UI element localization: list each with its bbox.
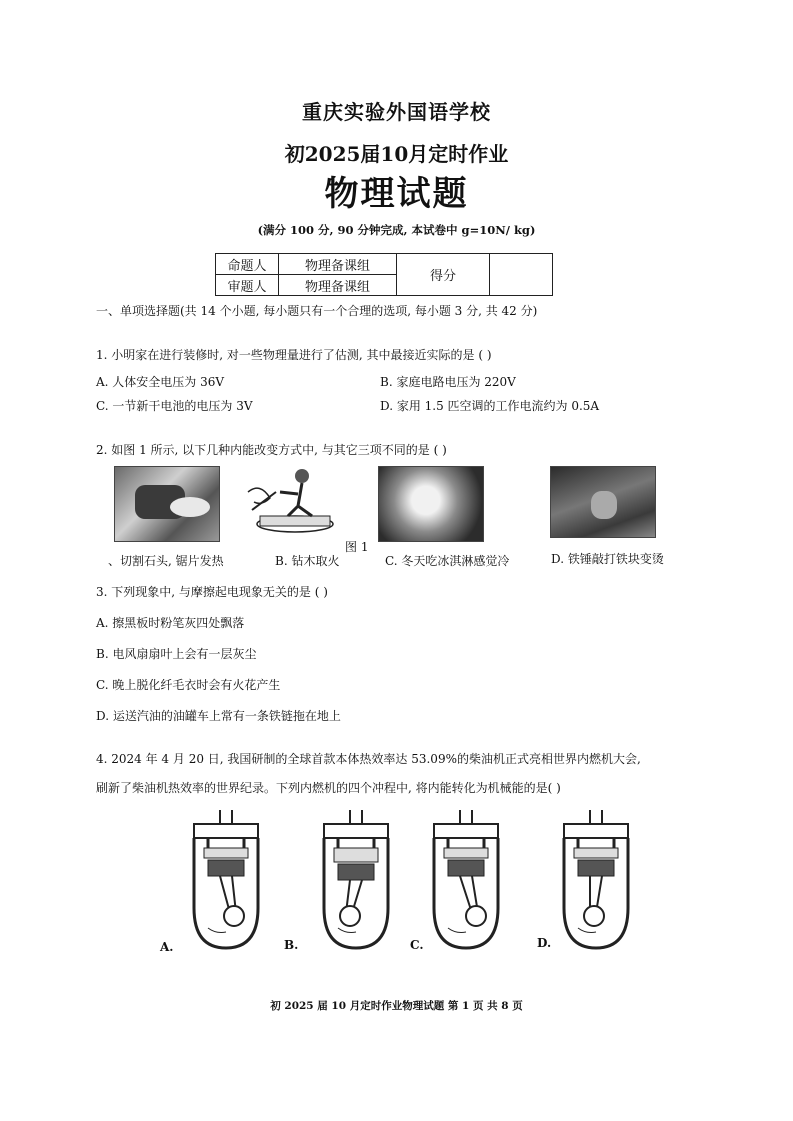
q1-option-b: B. 家庭电路电压为 220V: [380, 375, 516, 389]
subject-title: 物理试题: [324, 174, 469, 214]
q4-option-c: C.: [410, 938, 424, 952]
score-value[interactable]: [490, 254, 553, 296]
engine-stroke-a-illustration: [186, 808, 266, 958]
exam-title: 初2025届10月定时作业: [284, 142, 509, 166]
q1-stem: 1. 小明家在进行装修时, 对一些物理量进行了估测, 其中最接近实际的是 ( ): [96, 348, 492, 362]
section-title: 一、单项选择题(共 14 个小题, 每小题只有一个合理的选项, 每小题 3 分, 共 42 分): [96, 304, 538, 318]
score-label: 得分: [397, 254, 490, 296]
q2-photo-hammer-iron: [550, 466, 656, 538]
q1-option-a: A. 人体安全电压为 36V: [96, 375, 225, 389]
author-label: 命题人: [216, 254, 279, 275]
q3-option-a: A. 擦黑板时粉笔灰四处飘落: [96, 616, 245, 630]
engine-stroke-d-illustration: [556, 808, 636, 958]
reviewer-label: 审题人: [216, 275, 279, 296]
engine-stroke-b-illustration: [316, 808, 396, 958]
q2-photo-ice-cream: [378, 466, 484, 542]
q1-option-c: C. 一节新干电池的电压为 3V: [96, 399, 253, 413]
q2-stem: 2. 如图 1 所示, 以下几种内能改变方式中, 与其它三项不同的是 ( ): [96, 443, 447, 457]
q2-photo-cutting-stone: [114, 466, 220, 542]
q2-option-d: D. 铁锤敲打铁块变烫: [551, 552, 664, 566]
q4-option-d: D.: [537, 936, 552, 950]
reviewer-value: 物理备课组: [279, 275, 397, 296]
q3-option-d: D. 运送汽油的油罐车上常有一条铁链拖在地上: [96, 709, 341, 723]
exam-note: (满分 100 分, 90 分钟完成, 本试卷中 g=10N/ kg): [257, 223, 536, 237]
engine-stroke-c-illustration: [426, 808, 506, 958]
page-footer: 初 2025 届 10 月定时作业物理试题 第 1 页 共 8 页: [270, 1000, 523, 1012]
q3-option-c: C. 晚上脱化纤毛衣时会有火花产生: [96, 678, 281, 692]
q3-stem: 3. 下列现象中, 与摩擦起电现象无关的是 ( ): [96, 585, 328, 599]
q2-drill-fire-illustration: [240, 462, 340, 542]
q4-option-b: B.: [284, 938, 299, 952]
author-value: 物理备课组: [279, 254, 397, 275]
q4-stem-line1: 4. 2024 年 4 月 20 日, 我国研制的全球首款本体热效率达 53.09%的柴油机正式亮相世界内燃机大会,: [96, 752, 641, 766]
q2-option-c: C. 冬天吃冰淇淋感觉冷: [385, 554, 510, 568]
info-table: [215, 253, 553, 296]
school-name: 重庆实验外国语学校: [302, 100, 491, 124]
q4-stem-line2: 刷新了柴油机热效率的世界纪录。下列内燃机的四个冲程中, 将内能转化为机械能的是( ): [96, 781, 561, 795]
q3-option-b: B. 电风扇扇叶上会有一层灰尘: [96, 647, 257, 661]
q4-option-a: A.: [160, 940, 174, 954]
figure-1-label: 图 1: [345, 540, 369, 554]
q2-option-b: B. 钻木取火: [275, 554, 340, 568]
q2-option-a: 、切割石头, 锯片发热: [108, 554, 224, 568]
q1-option-d: D. 家用 1.5 匹空调的工作电流约为 0.5A: [380, 399, 600, 413]
